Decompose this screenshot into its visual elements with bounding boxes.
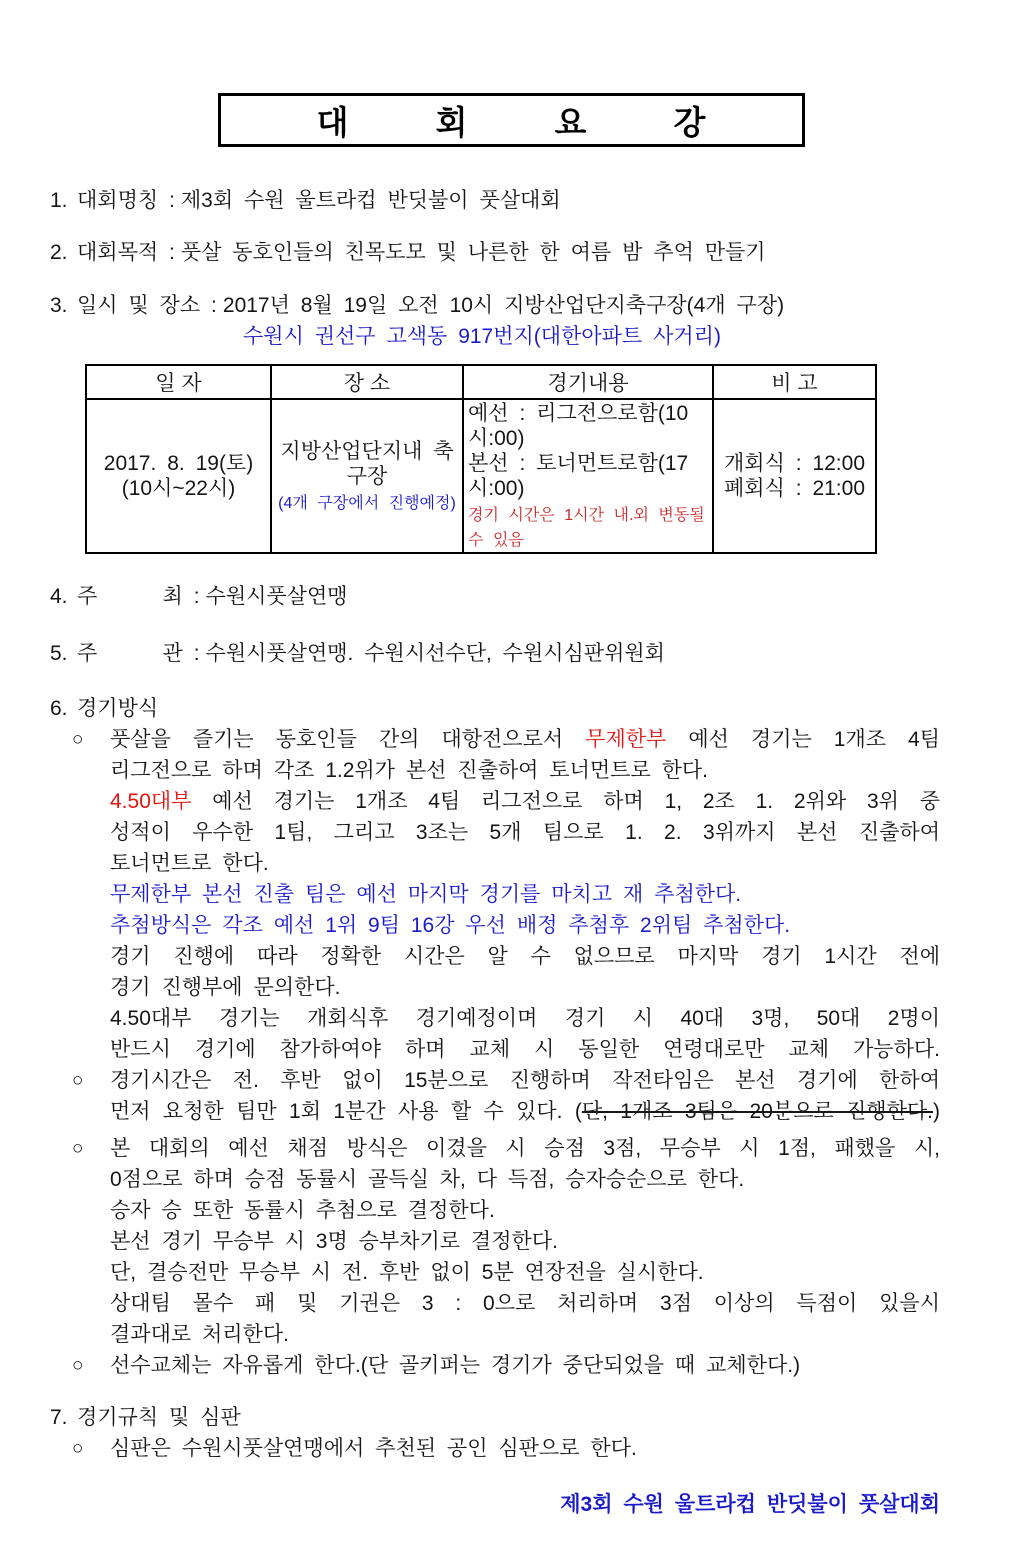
bullet-text <box>110 1133 940 1350</box>
text-line: 4.50대부 경기는 개회식후 경기예정이며 경기 시 40대 3명, 50대 2명이 <box>110 1007 940 1030</box>
text-line: 풋살을 즐기는 동호인들 간의 대항전으로서 무제한부 예선 경기는 1개조 4팀 <box>110 728 940 751</box>
text-line: 무제한부 본선 진출 팀은 예선 마지막 경기를 마치고 재 추첨한다. <box>110 883 742 906</box>
circle-bullet-marker: ○ <box>72 1070 84 1091</box>
text-line: 개회식 : 12:00 <box>724 452 865 475</box>
circle-bullet-marker: ○ <box>72 729 84 750</box>
item-label: 일시 및 장소 : <box>77 294 217 317</box>
item-number: 5. <box>50 642 68 665</box>
item-3-date-place <box>50 290 940 352</box>
col-header-date: 일 자 <box>86 365 271 399</box>
bullet-item <box>72 1065 940 1127</box>
text-line: 선수교체는 자유롭게 한다.(단 골키퍼는 경기가 중단되었을 때 교체한다.) <box>110 1354 801 1377</box>
item-value: 2017년 8월 19일 오전 10시 지방산업단지축구장(4개 구장) <box>222 294 785 317</box>
text-line: 성적이 우수한 1팀, 그리고 3조는 5개 팀으로 1. 2. 3위까지 본선 진출하여 <box>110 821 940 844</box>
bullet-text <box>110 1065 940 1127</box>
date-place-line <box>50 290 940 321</box>
text-line: 상대팀 몰수 패 및 기권은 3 : 0으로 처리하며 3점 이상의 득점이 있을시 <box>110 1292 940 1315</box>
date-cell <box>86 399 271 553</box>
item-number: 3. <box>50 294 68 317</box>
text-line: 리그전으로 하며 각조 1.2위가 본선 진출하여 토너먼트로 한다. <box>110 759 709 782</box>
col-header-content: 경기내용 <box>463 365 713 399</box>
item-label: 경기방식 <box>77 697 159 720</box>
item-5-organizer <box>50 638 940 669</box>
content-cell <box>463 399 713 553</box>
text-line: 토너먼트로 한다. <box>110 852 269 875</box>
text-line: 지방산업단지내 축구장 <box>280 439 454 488</box>
item-value: 제3회 수원 울트라컵 반딧불이 풋살대회 <box>180 189 561 212</box>
text-line: 경기시간은 전. 후반 없이 15분으로 진행하며 작전타임은 본선 경기에 한하여 <box>110 1069 940 1092</box>
text-line: 0점으로 하며 승점 동률시 골득실 차, 다 득점, 승자승순으로 한다. <box>110 1168 745 1191</box>
circle-bullet-marker: ○ <box>72 1355 84 1376</box>
circle-bullet-marker: ○ <box>72 1438 84 1459</box>
col-header-note: 비 고 <box>713 365 876 399</box>
bullet-text <box>110 724 940 1065</box>
text-line: 경기 진행부에 문의한다. <box>110 976 341 999</box>
text-line: 본선 : 토너먼트로함(17시:00) <box>468 452 689 500</box>
note-cell <box>713 399 876 553</box>
circle-bullet-marker: ○ <box>72 1138 84 1159</box>
schedule-table <box>85 364 877 554</box>
item-value: 수원시풋살연맹 <box>205 585 348 608</box>
item-label: 대회목적 : <box>77 241 175 264</box>
bullet-text <box>110 1350 940 1381</box>
game-format-bullets <box>0 724 940 1381</box>
text-line: 단, 결승전만 무승부 시 전. 후반 없이 5분 연장전을 실시한다. <box>110 1261 704 1284</box>
item-label: 경기규칙 및 심판 <box>77 1406 241 1429</box>
item-number: 6. <box>50 697 68 720</box>
text-line: 심판은 수원시풋살연맹에서 추천된 공인 심판으로 한다. <box>110 1437 637 1460</box>
item-2-tournament-purpose <box>50 237 940 268</box>
item-number: 7. <box>50 1406 68 1429</box>
address-line: 수원시 권선구 고색동 917번지(대한아파트 사거리) <box>243 325 721 348</box>
text-line: 4.50대부 예선 경기는 1개조 4팀 리그전으로 하며 1, 2조 1. 2위와 3위 중 <box>110 790 940 813</box>
item-number: 2. <box>50 241 68 264</box>
text-line: 추첨방식은 각조 예선 1위 9팀 16강 우선 배정 추첨후 2위팀 추첨한다. <box>110 914 791 937</box>
item-number: 1. <box>50 189 68 212</box>
text-line: 2017. 8. 19(토) <box>103 452 254 475</box>
text-line: 반드시 경기에 참가하여야 하며 교체 시 동일한 연령대로만 교체 가능하다. <box>110 1038 940 1061</box>
text-line: 먼저 요청한 팀만 1회 1분간 사용 할 수 있다. (단, 1개조 3팀은 20분으로 진행한다.) <box>110 1100 940 1123</box>
item-4-host <box>50 581 940 612</box>
table-data-row <box>86 399 876 553</box>
text-line: 본 대회의 예선 채점 방식은 이겼을 시 승점 3점, 무승부 시 1점, 패했을 시, <box>110 1137 940 1160</box>
document-title: 대 회 요 강 <box>316 103 707 141</box>
item-label: 주 관 : <box>77 642 200 665</box>
text-line: 결과대로 처리한다. <box>110 1323 289 1346</box>
bullet-item <box>72 724 940 1065</box>
text-line: 예선 : 리그전으로함(10시:00) <box>468 402 689 450</box>
item-value: 풋살 동호인들의 친목도모 및 나른한 한 여름 밤 추억 만들기 <box>180 241 766 264</box>
item-label: 주 최 : <box>77 585 200 608</box>
col-header-place: 장 소 <box>271 365 463 399</box>
text-line: 승자 승 또한 동률시 추첨으로 결정한다. <box>110 1199 495 1222</box>
item-7-rules-heading <box>50 1402 940 1433</box>
document-title-box <box>218 93 805 147</box>
item-label: 대회명칭 : <box>77 189 175 212</box>
item-6-game-format-heading <box>50 693 940 724</box>
table-header-row <box>86 365 876 399</box>
text-line: 폐회식 : 21:00 <box>724 477 865 500</box>
bullet-item <box>72 1350 940 1381</box>
text-line: (4개 구장에서 진행예정) <box>278 494 456 512</box>
text-line: 경기 시간은 1시간 내.외 변동될수 있음 <box>468 507 705 549</box>
item-value: 수원시풋살연맹. 수원시선수단, 수원시심판위원회 <box>205 642 665 665</box>
text-line: 경기 진행에 따라 정확한 시간은 알 수 없으므로 마지막 경기 1시간 전에 <box>110 945 940 968</box>
item-1-tournament-name <box>50 185 940 216</box>
place-cell <box>271 399 463 553</box>
footer-tournament-name: 제3회 수원 울트라컵 반딧불이 풋살대회 <box>560 1493 940 1516</box>
text-line: (10시~22시) <box>121 477 236 500</box>
item-number: 4. <box>50 585 68 608</box>
text-line: 본선 경기 무승부 시 3명 승부차기로 결정한다. <box>110 1230 558 1253</box>
bullet-item <box>72 1133 940 1350</box>
